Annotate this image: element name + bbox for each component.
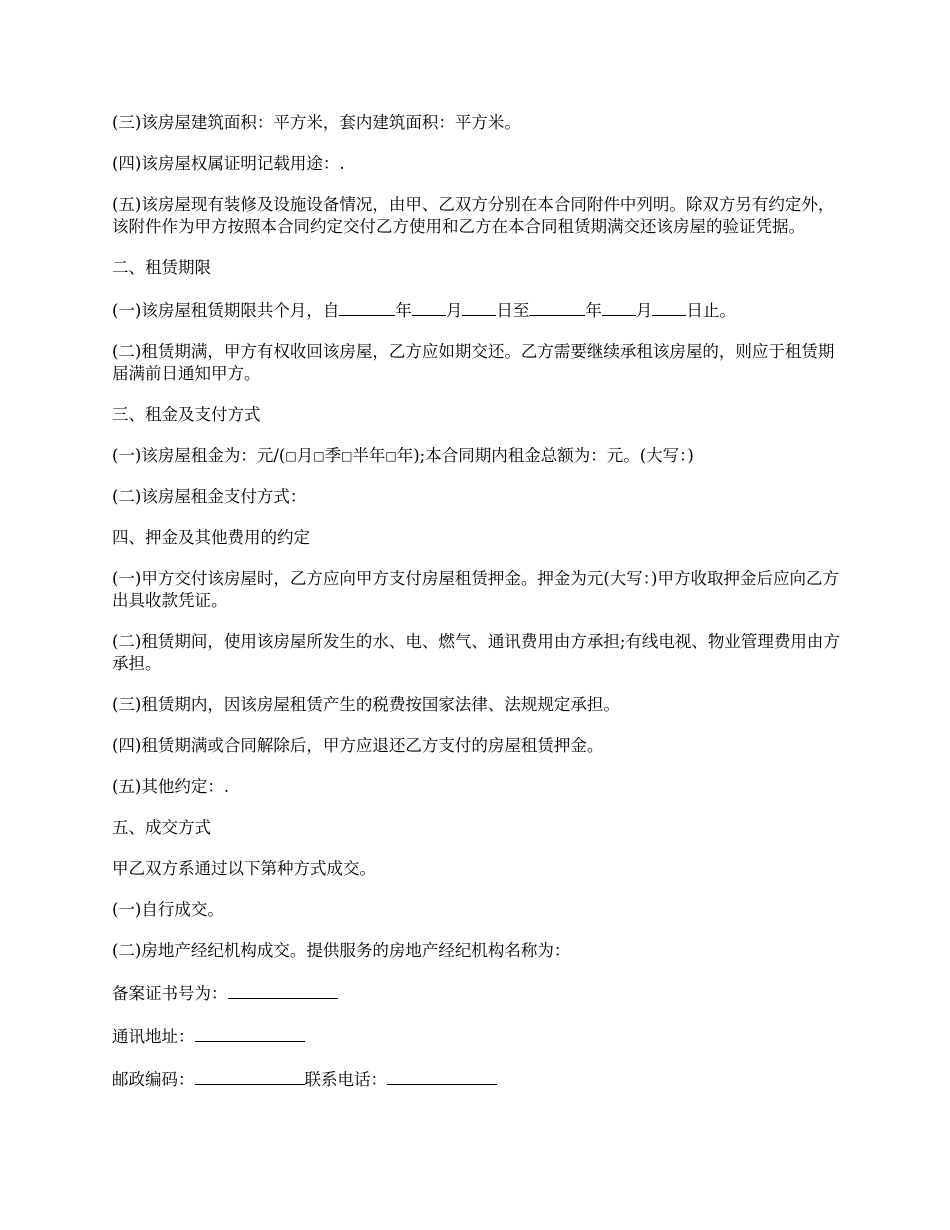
clause-4-usage: (四)该房屋权属证明记载用途：. bbox=[112, 154, 345, 173]
clause-5-fixtures: (五)该房屋现有装修及设施设备情况，由甲、乙双方分别在本合同附件中列明。除双方另有约定外，该附件作为甲方按照本合同约定交付乙方使用和乙方在本合同租赁期满交还该房屋的验证凭据。 bbox=[112, 195, 835, 236]
registration-number-label: 备案证书号为： bbox=[112, 984, 228, 1003]
rent-text: (一)该房屋租金为：元/( bbox=[112, 446, 286, 465]
blank-start-day[interactable] bbox=[462, 298, 496, 316]
section-5-heading: 五、成交方式 bbox=[112, 818, 211, 837]
section-3-heading: 三、租金及支付方式 bbox=[112, 405, 261, 424]
checkbox-halfyear[interactable]: □ bbox=[341, 449, 353, 463]
transaction-method: 甲乙双方系通过以下第种方式成交。 bbox=[112, 859, 376, 878]
postcode-label: 邮政编码： bbox=[112, 1070, 195, 1089]
blank-end-day[interactable] bbox=[652, 298, 686, 316]
agency-transaction: (二)房地产经纪机构成交。提供服务的房地产经纪机构名称为： bbox=[112, 941, 571, 960]
year-label: 年 bbox=[395, 301, 412, 320]
month-label: 月 bbox=[445, 301, 463, 320]
checkbox-year[interactable]: □ bbox=[385, 449, 397, 463]
option-quarter: 季 bbox=[324, 446, 342, 465]
blank-start-year[interactable] bbox=[339, 298, 395, 316]
blank-end-year[interactable] bbox=[529, 298, 585, 316]
self-transaction: (一)自行成交。 bbox=[112, 900, 224, 919]
checkbox-quarter[interactable]: □ bbox=[313, 449, 325, 463]
year-label: 年 bbox=[585, 301, 602, 320]
address-blank[interactable] bbox=[195, 1024, 305, 1042]
option-halfyear: 半年 bbox=[352, 446, 386, 465]
rent-amount-clause bbox=[112, 445, 842, 467]
clause-3-building-area: (三)该房屋建筑面积：平方米，套内建筑面积：平方米。 bbox=[112, 113, 521, 132]
option-month: 月 bbox=[296, 446, 314, 465]
lease-term-text: (一)该房屋租赁期限共个月，自 bbox=[112, 301, 340, 320]
address-label: 通讯地址： bbox=[112, 1027, 195, 1046]
blank-start-month[interactable] bbox=[412, 298, 446, 316]
lease-expiry-clause: (二)租赁期满，甲方有权收回该房屋，乙方应如期交还。乙方需要继续承租该房屋的，则应于租赁期届满前日通知甲方。 bbox=[112, 342, 835, 383]
postcode-phone-line bbox=[112, 1067, 842, 1091]
postcode-blank[interactable] bbox=[195, 1067, 305, 1085]
tax-clause: (三)租赁期内，因该房屋租赁产生的税费按国家法律、法规规定承担。 bbox=[112, 695, 620, 714]
document-page bbox=[112, 112, 842, 1110]
deposit-return-clause: (四)租赁期满或合同解除后，甲方应退还乙方支付的房屋租赁押金。 bbox=[112, 736, 604, 755]
address-line bbox=[112, 1024, 842, 1048]
deposit-clause: (一)甲方交付该房屋时，乙方应向甲方支付房屋租赁押金。押金为元(大写：)甲方收取押金后应向乙方出具收款凭证。 bbox=[112, 569, 839, 610]
rent-total-text: );本合同期内租金总额为：元。(大写：) bbox=[413, 446, 694, 465]
registration-number-line bbox=[112, 981, 842, 1005]
phone-blank[interactable] bbox=[387, 1067, 497, 1085]
section-4-heading: 四、押金及其他费用的约定 bbox=[112, 528, 310, 547]
month-label: 月 bbox=[635, 301, 653, 320]
lease-term-clause bbox=[112, 298, 842, 322]
day-end-label: 日止。 bbox=[686, 301, 736, 320]
phone-label: 联系电话： bbox=[304, 1070, 387, 1089]
checkbox-month[interactable]: □ bbox=[285, 449, 297, 463]
option-year: 年 bbox=[396, 446, 414, 465]
utilities-clause: (二)租赁期间，使用该房屋所发生的水、电、燃气、通讯费用由方承担;有线电视、物业管理费用由方承担。 bbox=[112, 632, 840, 673]
blank-end-month[interactable] bbox=[602, 298, 636, 316]
rent-payment-method: (二)该房屋租金支付方式： bbox=[112, 487, 307, 506]
registration-number-blank[interactable] bbox=[228, 981, 338, 999]
day-to-label: 日至 bbox=[496, 301, 530, 320]
other-agreement-clause: (五)其他约定：. bbox=[112, 777, 230, 796]
section-2-heading: 二、租赁期限 bbox=[112, 258, 211, 277]
